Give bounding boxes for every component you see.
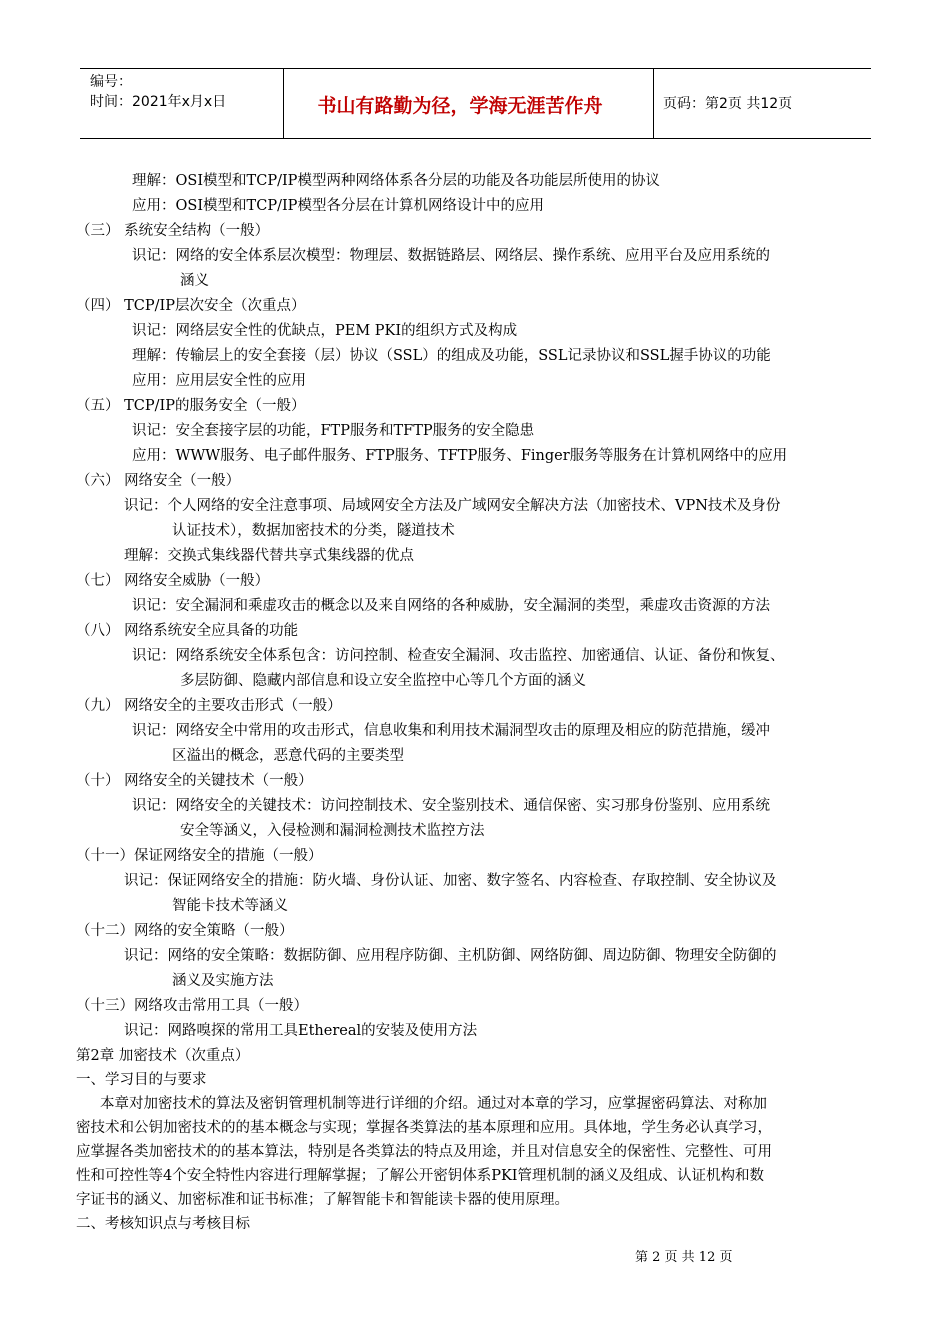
text-line: 识记：网络的安全策略：数据防御、应用程序防御、主机防御、网络防御、周边防御、物理安全防御的 bbox=[124, 948, 777, 964]
text-line: 理解：传输层上的安全套接（层）协议（SSL）的组成及功能，SSL记录协议和SSL握手协议的功能 bbox=[132, 348, 771, 364]
text-line: 区溢出的概念，恶意代码的主要类型 bbox=[172, 748, 404, 764]
header-divider bbox=[283, 69, 284, 138]
paragraph-line: 性和可控性等4个安全特性内容进行理解掌握；了解公开密钥体系PKI管理机制的涵义及组成、认证机构和数 bbox=[76, 1168, 765, 1184]
page-footer: 第 2 页 共 12 页 bbox=[635, 1250, 733, 1265]
text-line: 应用：OSI模型和TCP/IP模型各分层在计算机网络设计中的应用 bbox=[132, 198, 544, 214]
text-line: 识记：网络安全的关键技术：访问控制技术、安全鉴别技术、通信保密、实习那身份鉴别、应用系统 bbox=[132, 798, 770, 814]
text-line: 涵义及实施方法 bbox=[172, 973, 274, 989]
text-line: 安全等涵义，入侵检测和漏洞检测技术监控方法 bbox=[180, 823, 485, 839]
page-header bbox=[80, 68, 871, 139]
text-line: 识记：网路嗅探的常用工具Ethereal的安装及使用方法 bbox=[124, 1023, 478, 1039]
text-line: 应用：WWW服务、电子邮件服务、FTP服务、TFTP服务、Finger服务等服务在计算机网络中的应用 bbox=[132, 448, 788, 464]
section-heading: （九） 网络安全的主要攻击形式（一般） bbox=[76, 698, 342, 714]
text-line: 理解：交换式集线器代替共享式集线器的优点 bbox=[124, 548, 414, 564]
chapter-heading: 第2章 加密技术（次重点） bbox=[76, 1048, 250, 1064]
text-line: 认证技术），数据加密技术的分类，隧道技术 bbox=[172, 523, 455, 539]
text-line: 识记：网络安全中常用的攻击形式，信息收集和利用技术漏洞型攻击的原理及相应的防范措施，缓冲 bbox=[132, 723, 770, 739]
code-label: 编号： bbox=[90, 74, 132, 90]
header-page-info: 页码：第2页 共12页 bbox=[663, 96, 793, 112]
text-line: 智能卡技术等涵义 bbox=[172, 898, 288, 914]
text-line: 识记：网络的安全体系层次模型：物理层、数据链路层、网络层、操作系统、应用平台及应用系统的 bbox=[132, 248, 770, 264]
text-line: 识记：网络系统安全体系包含：访问控制、检查安全漏洞、攻击监控、加密通信、认证、备份和恢复、 bbox=[132, 648, 785, 664]
section-heading: （四） TCP/IP层次安全（次重点） bbox=[76, 298, 306, 314]
paragraph-line: 字证书的涵义、加密标准和证书标准；了解智能卡和智能读卡器的使用原理。 bbox=[76, 1192, 569, 1208]
paragraph-line: 密技术和公钥加密技术的的基本概念与实现；掌握各类算法的基本原理和应用。具体地，学生务必认真学习， bbox=[76, 1120, 772, 1136]
section-heading: （十二）网络的安全策略（一般） bbox=[76, 923, 294, 939]
text-line: 理解：OSI模型和TCP/IP模型两种网络体系各分层的功能及各功能层所使用的协议 bbox=[132, 173, 660, 189]
text-line: 应用：应用层安全性的应用 bbox=[132, 373, 306, 389]
text-line: 识记：网络层安全性的优缺点，PEM PKI的组织方式及构成 bbox=[132, 323, 518, 339]
section-heading: 二、考核知识点与考核目标 bbox=[76, 1216, 250, 1232]
section-heading: （三） 系统安全结构（一般） bbox=[76, 223, 270, 239]
section-heading: （十三）网络攻击常用工具（一般） bbox=[76, 998, 308, 1014]
text-line: 识记：安全漏洞和乘虚攻击的概念以及来自网络的各种威胁，安全漏洞的类型，乘虚攻击资源的方法 bbox=[132, 598, 770, 614]
section-heading: （十） 网络安全的关键技术（一般） bbox=[76, 773, 313, 789]
section-heading: （六） 网络安全（一般） bbox=[76, 473, 241, 489]
section-heading: （八） 网络系统安全应具备的功能 bbox=[76, 623, 299, 639]
text-line: 涵义 bbox=[180, 273, 209, 289]
header-divider bbox=[653, 69, 654, 138]
section-heading: （七） 网络安全威胁（一般） bbox=[76, 573, 270, 589]
text-line: 识记：安全套接字层的功能，FTP服务和TFTP服务的安全隐患 bbox=[132, 423, 535, 439]
paragraph-line: 本章对加密技术的算法及密钥管理机制等进行详细的介绍。通过对本章的学习，应掌握密码算法、对称加 bbox=[100, 1096, 767, 1112]
text-line: 识记：保证网络安全的措施：防火墙、身份认证、加密、数字签名、内容检查、存取控制、安全协议及 bbox=[124, 873, 777, 889]
text-line: 识记：个人网络的安全注意事项、局域网安全方法及广域网安全解决方法（加密技术、VPN技术及身份 bbox=[124, 498, 781, 514]
date-label: 时间：2021年x月x日 bbox=[90, 94, 227, 110]
paragraph-line: 应掌握各类加密技术的的基本算法，特别是各类算法的特点及用途，并且对信息安全的保密性、完整性、可用 bbox=[76, 1144, 772, 1160]
section-heading: 一、学习目的与要求 bbox=[76, 1072, 207, 1088]
section-heading: （五） TCP/IP的服务安全（一般） bbox=[76, 398, 306, 414]
text-line: 多层防御、隐藏内部信息和设立安全监控中心等几个方面的涵义 bbox=[180, 673, 586, 689]
header-motto: 书山有路勤为径，学海无涯苦作舟 bbox=[317, 95, 603, 117]
section-heading: （十一）保证网络安全的措施（一般） bbox=[76, 848, 323, 864]
header-left bbox=[90, 72, 226, 112]
